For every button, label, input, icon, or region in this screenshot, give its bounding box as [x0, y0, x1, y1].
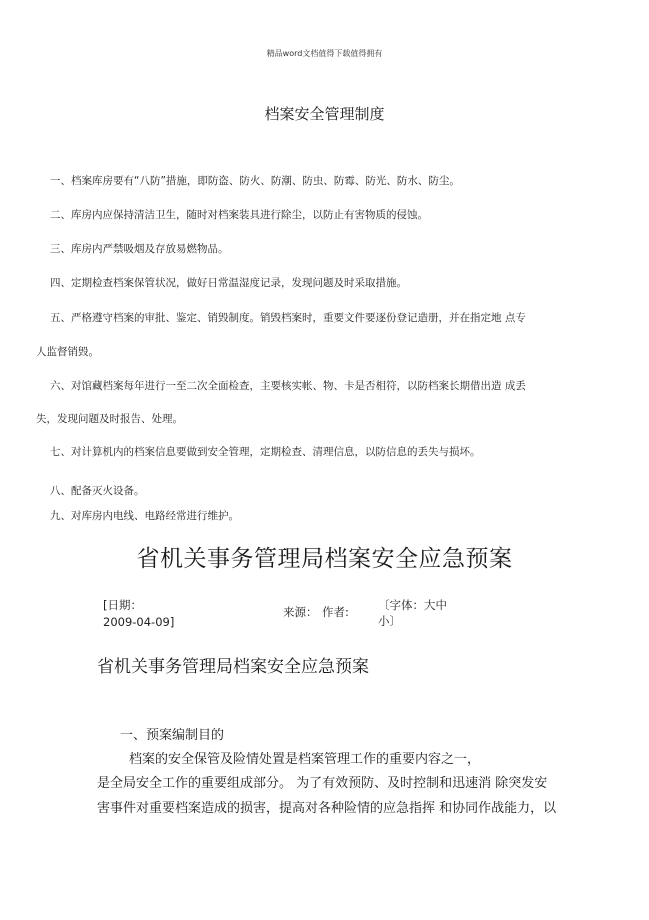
- plan-subtitle: 省机关事务管理局档案安全应急预案: [97, 657, 369, 677]
- source-label: 来源：: [283, 605, 318, 619]
- plan-title: 省机关事务管理局档案安全应急预案: [136, 546, 513, 572]
- rule-item-continuation: 失，发现问题及时报告、处理。: [36, 413, 183, 425]
- font-size-switch-cont[interactable]: 小〕: [378, 614, 401, 628]
- date-label: [日期：: [103, 598, 142, 612]
- rule-item: 八、配备灭火设备。: [50, 485, 145, 497]
- rule-item: 九、对库房内电线、电路经常进行维护。: [50, 510, 239, 522]
- rule-item: 六、对馆藏档案每年进行一至二次全面检查，主要核实帐、物、卡是否相符，以防档案长期借出造 成丢: [50, 380, 526, 392]
- rule-item: 一、档案库房要有“八防”措施，即防盗、防火、防潮、防虫、防霉、防光、防水、防尘。: [50, 175, 460, 187]
- rule-item: 三、库房内严禁吸烟及存放易燃物品。: [50, 243, 229, 255]
- doc-title: 档案安全管理制度: [264, 105, 385, 123]
- page-header: 精品word文档值得下载值得拥有: [266, 49, 383, 58]
- body-paragraph-line: 害事件对重要档案造成的损害，提高对各种险情的应急指挥 和协同作战能力，以: [97, 801, 557, 816]
- body-paragraph-line: 是全局安全工作的重要组成部分。 为了有效预防、及时控制和迅速消 除突发安: [97, 776, 548, 791]
- date-value: 2009-04-09]: [103, 615, 175, 629]
- rule-item: 七、对计算机内的档案信息要做到安全管理，定期检查、清理信息，以防信息的丢失与损坏。: [50, 446, 481, 458]
- rule-item: 四、定期检查档案保管状况，做好日常温湿度记录，发现问题及时采取措施。: [50, 277, 407, 289]
- font-size-switch[interactable]: 〔字体：大中: [378, 598, 447, 612]
- body-paragraph-line: 档案的安全保管及险情处置是档案管理工作的重要内容之一，: [129, 752, 481, 767]
- rule-item-continuation: 人监督销毁。: [36, 346, 99, 358]
- section-heading: 一、预案编制目的: [120, 728, 225, 743]
- rule-item: 二、库房内应保持清洁卫生，随时对档案装具进行除尘，以防止有害物质的侵蚀。: [50, 209, 428, 221]
- author-label: 作者:: [322, 605, 349, 619]
- rule-item: 五、严格遵守档案的审批、鉴定、销毁制度。销毁档案时，重要文件要逐份登记造册，并在指定地 点专: [50, 312, 526, 324]
